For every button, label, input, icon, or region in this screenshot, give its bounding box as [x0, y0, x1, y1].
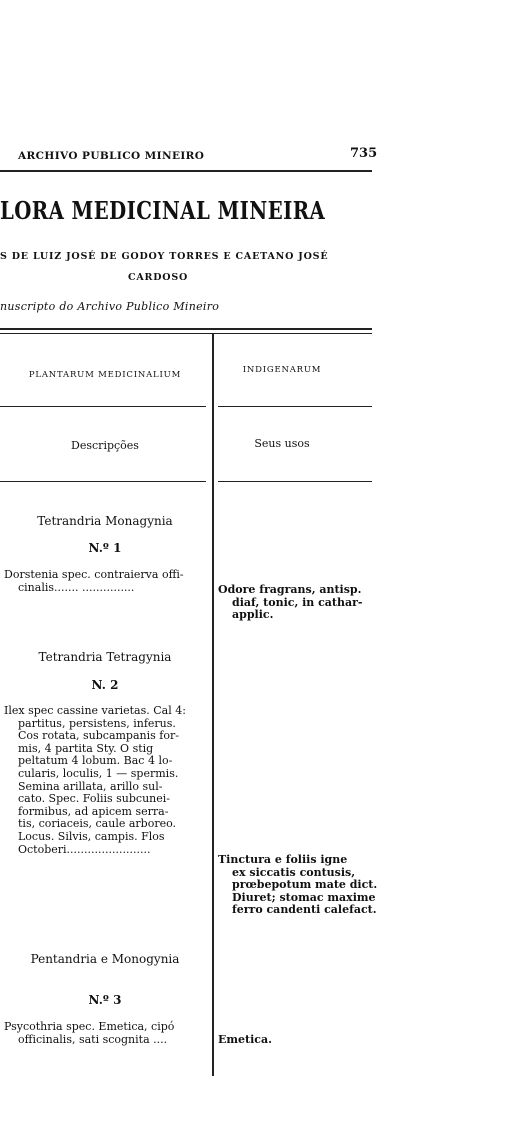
- description-line: Dorstenia spec. contraierva offi-: [4, 568, 184, 581]
- class-heading: Tetrandria Monagynia: [37, 514, 173, 528]
- use-line: Tinctura e foliis igne: [218, 853, 348, 866]
- description-line: Locus. Silvis, campis. Flos: [18, 829, 165, 843]
- entry-use: [218, 584, 393, 622]
- page-number: 735: [350, 146, 378, 161]
- column-divider: [212, 334, 214, 1076]
- use-line: Emetica.: [218, 1033, 272, 1046]
- entry-number: N.º 3: [88, 993, 122, 1007]
- description-line: Cos rotata, subcampanis for-: [18, 729, 179, 743]
- authors-line-2: CARDOSO: [128, 272, 189, 283]
- col-right-header: INDIGENARUM: [242, 365, 322, 375]
- class-heading: Pentandria e Monogynia: [30, 952, 180, 966]
- col-right-subheader: Seus usos: [254, 437, 310, 450]
- description-line: formibus, ad apicem serra-: [18, 804, 169, 818]
- description-line: officinalis, sati scognita ....: [18, 1032, 168, 1046]
- use-line: ex siccatis contusis,: [232, 865, 356, 879]
- class-heading: Tetrandria Tetragynia: [38, 650, 172, 664]
- entry-number: N. 2: [91, 678, 119, 692]
- description-line: Octoberi........................: [18, 842, 151, 856]
- use-line: prœbepotum mate dict.: [232, 878, 378, 892]
- table-top-rule-2: [0, 333, 372, 334]
- use-line: applic.: [232, 608, 274, 622]
- description-line: cularis, loculis, 1 — spermis.: [18, 766, 179, 780]
- description-line: Semina arillata, arillo sul-: [18, 779, 163, 793]
- source-note: nuscripto do Archivo Publico Mineiro: [0, 300, 220, 313]
- description-line: Ilex spec cassine varietas. Cal 4:: [4, 704, 186, 717]
- entry-number: N.º 1: [88, 541, 122, 555]
- use-line: Odore fragrans, antisp.: [218, 583, 362, 596]
- subheader-divider-right: [218, 481, 372, 482]
- header-divider-right: [218, 406, 372, 407]
- entry-description: [4, 705, 212, 856]
- header-divider-left: [0, 406, 206, 407]
- description-line: peltatum 4 lobum. Bac 4 lo-: [18, 754, 173, 768]
- article-title: LORA MEDICINAL MINEIRA: [0, 196, 326, 225]
- description-line: tis, coriaceis, caule arboreo.: [18, 817, 177, 831]
- col-left-header: PLANTARUM MEDICINALIUM: [28, 370, 182, 380]
- entry-description: [4, 1021, 212, 1046]
- use-line: ferro candenti calefact.: [232, 903, 377, 917]
- authors-line-1: S DE LUIZ JOSÉ DE GODOY TORRES E CAETANO JOSÉ: [0, 251, 329, 262]
- description-line: cato. Spec. Foliis subcunei-: [18, 792, 170, 806]
- use-line: Diuret; stomac maxime: [232, 890, 376, 904]
- use-line: diaf, tonic, in cathar-: [232, 595, 363, 609]
- description-line: partitus, persistens, inferus.: [18, 716, 176, 730]
- description-line: Psycothria spec. Emetica, cipó: [4, 1020, 175, 1033]
- running-title: ARCHIVO PUBLICO MINEIRO: [18, 150, 205, 162]
- col-left-subheader: Descripções: [71, 439, 139, 452]
- entry-use: [218, 854, 393, 917]
- table-top-rule: [0, 328, 372, 330]
- header-rule: [0, 170, 372, 172]
- description-line: cinalis....... ...............: [18, 580, 135, 594]
- entry-description: [4, 569, 212, 594]
- subheader-divider-left: [0, 481, 206, 482]
- entry-use: [218, 1034, 393, 1047]
- description-line: mis, 4 partita Sty. O stig: [18, 741, 154, 755]
